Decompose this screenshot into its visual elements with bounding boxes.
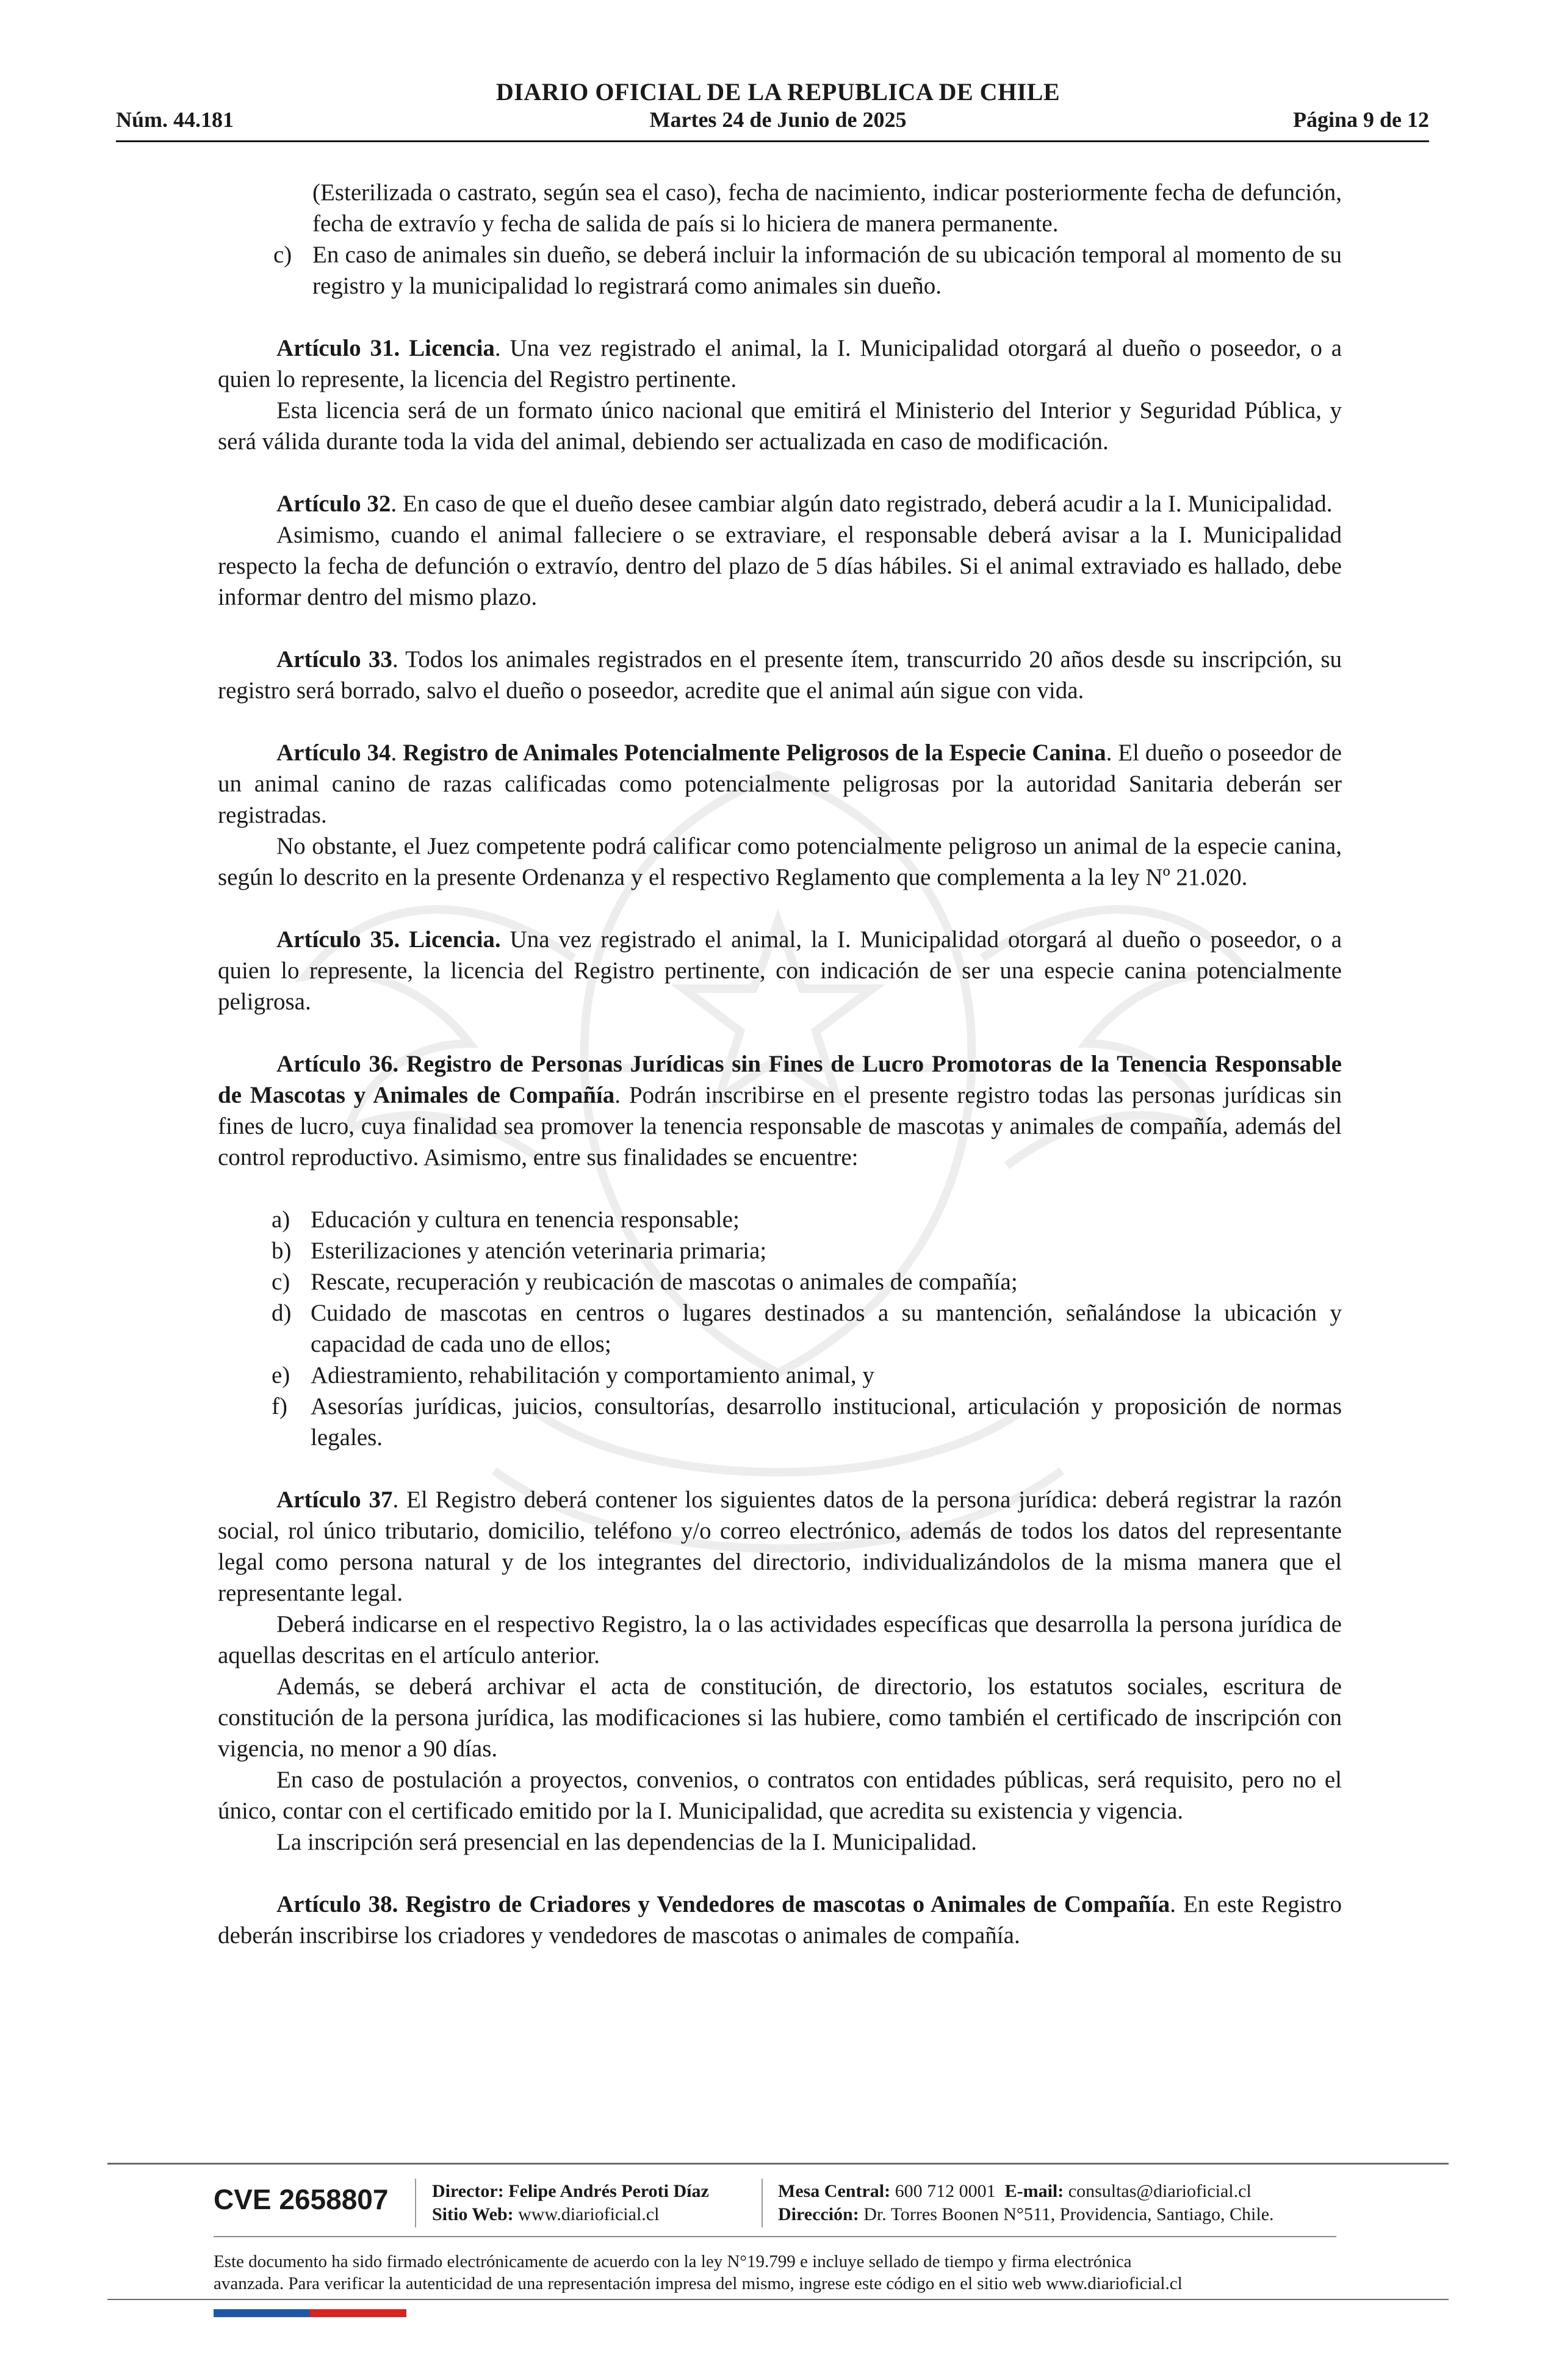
flag-stripe-red [310,2309,406,2317]
list-item-continuation: (Esterilizada o castrato, según sea el caso), fecha de nacimiento, indicar posteriormente fecha de defunción, fecha de extravío y fecha de salida de país si lo hiciera de manera permanente. [312,179,1342,237]
list-item [272,1297,1342,1360]
list-item-label: c) [273,242,292,268]
signature-note [214,2251,1349,2295]
director-name: Felipe Andrés Peroti Díaz [508,2181,709,2201]
list-item-label: b) [272,1238,292,1264]
article-36: Artículo 36. Registro de Personas Jurídicas sin Fines de Lucro Promotoras de la Tenencia Responsable de Mascotas y Animales de Compañía. Podrán inscribirse en el presente registro todas las personas jurídicas sin fines de lucro, cuya finalidad sea promover la tenencia responsable de mascotas y animales de compañía, además del control reproductivo. Asimismo, entre sus finalidades se encuentre: [218,1051,1342,1170]
footer-director-block [432,2180,709,2226]
footer-divider [415,2179,416,2227]
article-heading: Artículo 31. Licencia [276,335,495,361]
article-34: Artículo 34. Registro de Animales Potencialmente Peligrosos de la Especie Canina. El dueño o poseedor de un animal canino de razas calificadas como potencialmente peligrosas por la autoridad Sanitaria deberán ser registradas. [218,740,1342,828]
paragraph: No obstante, el Juez competente podrá calificar como potencialmente peligroso un animal de la especie canina, según lo descrito en la presente Ordenanza y el respectivo Reglamento que complementa a la ley Nº 21.020. [218,833,1342,890]
list-item [218,239,1342,301]
cve-code: CVE 2658807 [214,2183,389,2215]
phone-label: Mesa Central: [778,2181,891,2201]
footer-rule [214,2236,1336,2237]
article-heading: Artículo 32 [276,491,391,517]
issue-date: Martes 24 de Junio de 2025 [649,107,907,132]
list-item [272,1235,1342,1266]
page-number: Página 9 de 12 [1292,107,1429,132]
article-heading: Artículo 36. Registro de Personas Jurídicas sin Fines de Lucro Promotoras de la Tenencia Responsable de Mascotas y Animales de Compañía [218,1051,1342,1108]
list-item-label: d) [272,1300,292,1326]
article-35: Artículo 35. Licencia. Una vez registrado el animal, la I. Municipalidad otorgará al dueño o poseedor, o a quien lo represente, la licencia del Registro pertinente, con indicación de ser una especie canina potencialmente peligrosa. [218,926,1342,1015]
signature-note-line: Este documento ha sido firmado electrónicamente de acuerdo con la ley N°19.799 e incluye sellado de tiempo y firma electrónica [214,2252,1132,2271]
list-item-label: f) [272,1393,287,1419]
article-heading: Artículo 38. Registro de Criadores y Vendedores de mascotas o Animales de Compañía [276,1891,1170,1917]
flag-stripe-blue [214,2309,310,2317]
article-32: Artículo 32. En caso de que el dueño desee cambiar algún dato registrado, deberá acudir a la I. Municipalidad. [276,491,1333,517]
website-label: Sitio Web: [432,2204,514,2224]
list-item [272,1204,1342,1235]
list-item-text: Educación y cultura en tenencia responsable; [311,1206,740,1233]
signature-note-line: avanzada. Para verificar la autenticidad de una representación impresa del mismo, ingrese este código en el sitio web www.diarioficial.cl [214,2274,1183,2293]
finalidades-list [218,1204,1342,1453]
issue-number: Núm. 44.181 [116,107,234,132]
list-item-label: e) [272,1362,290,1388]
paragraph: Esta licencia será de un formato único nacional que emitirá el Ministerio del Interior y Seguridad Pública, y será válida durante toda la vida del animal, debiendo ser actualizada en caso de modificación. [218,397,1342,455]
paragraph: Asimismo, cuando el animal falleciere o se extraviare, el responsable deberá avisar a la I. Municipalidad respecto la fecha de defunción o extravío, dentro del plazo de 5 días hábiles. Si el animal extraviado es hallado, debe informar dentro del mismo plazo. [218,522,1342,610]
footer-contact-block [778,2180,1274,2226]
article-heading: Artículo 34 [276,740,391,766]
list-item-label: a) [272,1206,290,1233]
article-38: Artículo 38. Registro de Criadores y Vendedores de mascotas o Animales de Compañía. En este Registro deberán inscribirse los criadores y vendedores de mascotas o animales de compañía. [218,1891,1342,1949]
document-body [218,177,1342,1951]
list-item-text: Cuidado de mascotas en centros o lugares destinados a su mantención, señalándose la ubicación y capacidad de cada uno de ellos; [311,1300,1342,1357]
footer-divider [762,2179,763,2227]
list-item-label: c) [272,1269,290,1295]
article-37: Artículo 37. El Registro deberá contener los siguientes datos de la persona jurídica: deberá registrar la razón social, rol único tributario, domicilio, teléfono y/o correo electrónico, además de todos los datos del representante legal como persona natural y de los integrantes del directorio, individualizándolos de la misma manera que el representante legal. [218,1487,1342,1606]
list-item-text: Esterilizaciones y atención veterinaria primaria; [311,1238,767,1264]
list-item-text: Rescate, recuperación y reubicación de mascotas o animales de compañía; [311,1269,1018,1295]
address-label: Dirección: [778,2204,859,2224]
website-link[interactable]: www.diarioficial.cl [518,2204,660,2224]
list-item [272,1266,1342,1297]
paragraph: En caso de postulación a proyectos, convenios, o contratos con entidades públicas, será requisito, pero no el único, contar con el certificado emitido por la I. Municipalidad, que acredita su existencia y vigencia. [218,1767,1342,1824]
footer-rule [107,2299,1449,2300]
paragraph: La inscripción será presencial en las dependencias de la I. Municipalidad. [276,1829,977,1855]
article-31: Artículo 31. Licencia. Una vez registrado el animal, la I. Municipalidad otorgará al dueño o poseedor, o a quien lo represente, la licencia del Registro pertinente. [218,335,1342,392]
article-heading: Artículo 33 [276,646,392,673]
paragraph: Deberá indicarse en el respectivo Registro, la o las actividades específicas que desarrolla la persona jurídica de aquellas descritas en el artículo anterior. [218,1611,1342,1668]
director-label: Director: [432,2181,504,2201]
article-title: Registro de Animales Potencialmente Peligrosos de la Especie Canina [403,740,1106,766]
article-heading: Artículo 35. Licencia. [276,926,501,953]
footer-rule [107,2163,1449,2165]
publication-title: DIARIO OFICIAL DE LA REPUBLICA DE CHILE [495,78,1061,106]
email-link[interactable]: consultas@diarioficial.cl [1068,2181,1252,2201]
phone-value: 600 712 0001 [895,2181,996,2201]
email-label: E-mail: [1004,2181,1064,2201]
list-item-text: Asesorías jurídicas, juicios, consultorías, desarrollo institucional, articulación y proposición de normas legales. [311,1393,1342,1451]
list-item [272,1360,1342,1391]
article-heading: Artículo 37 [276,1487,393,1513]
list-item [272,1391,1342,1453]
list-item-text: Adiestramiento, rehabilitación y comportamiento animal, y [311,1362,874,1388]
address-value: Dr. Torres Boonen N°511, Providencia, Santiago, Chile. [863,2204,1274,2224]
article-33: Artículo 33. Todos los animales registrados en el presente ítem, transcurrido 20 años desde su inscripción, su registro será borrado, salvo el dueño o poseedor, acredite que el animal aún sigue con vida. [218,646,1342,704]
paragraph: Además, se deberá archivar el acta de constitución, de directorio, los estatutos sociales, escritura de constitución de la persona jurídica, las modificaciones si las hubiere, como también el certificado de inscripción con vigencia, no menor a 90 días. [218,1673,1342,1762]
list-item-text: En caso de animales sin dueño, se deberá incluir la información de su ubicación temporal al momento de su registro y la municipalidad lo registrará como animales sin dueño. [312,242,1342,299]
header-rule [116,140,1429,142]
